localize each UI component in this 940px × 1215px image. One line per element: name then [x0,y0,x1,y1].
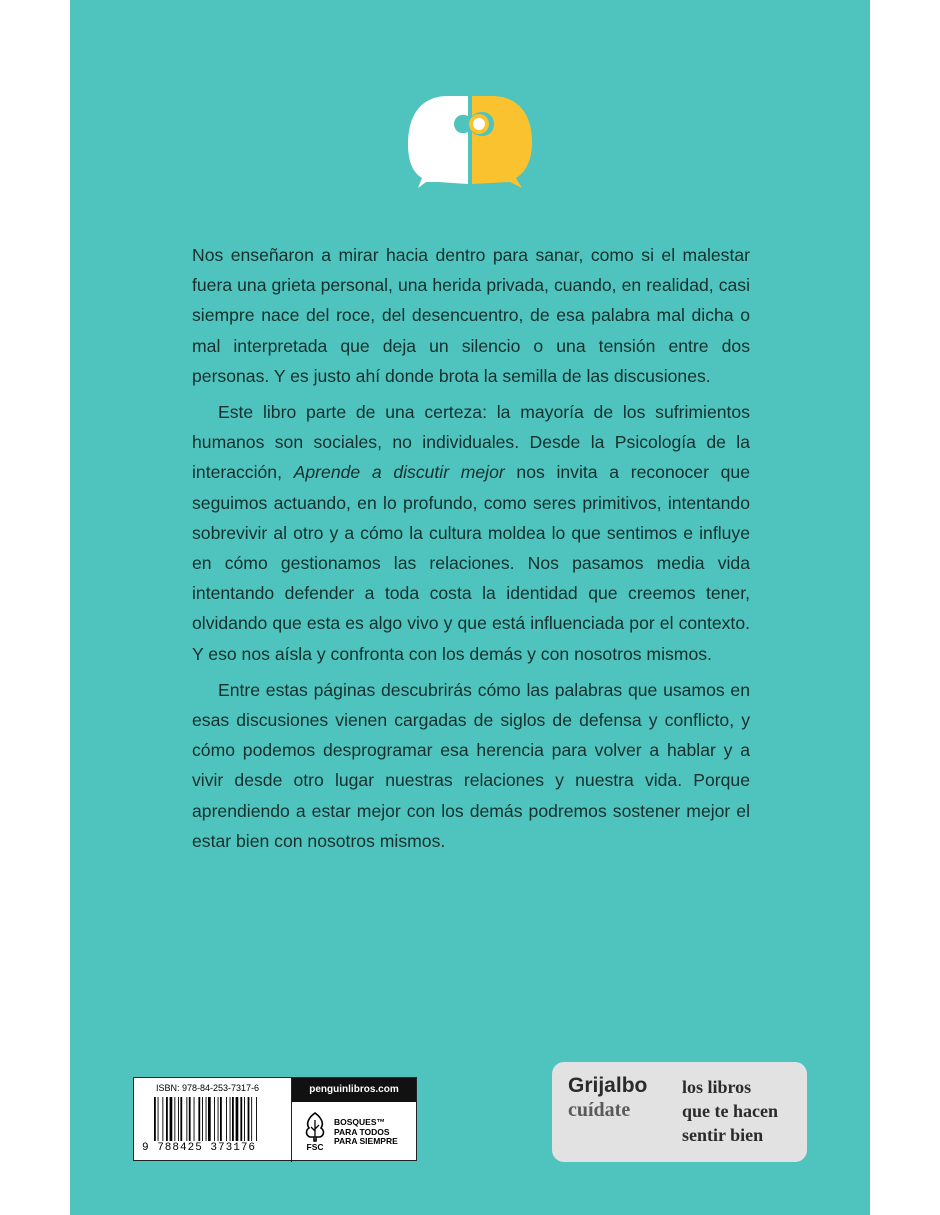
tagline-line-3: sentir bien [682,1125,764,1145]
book-title: Aprende a discutir mejor [293,462,505,483]
barcode-stripe [244,1097,245,1141]
barcode-panel [133,1077,417,1161]
isbn-digits: 9 788425 373176 [142,1142,257,1154]
fsc-tree-icon [300,1110,330,1152]
barcode-stripe [158,1097,159,1141]
barcode-stripe [189,1097,191,1141]
barcode-stripe [236,1097,239,1141]
back-cover [70,0,870,1215]
barcode-stripe [154,1097,156,1141]
barcode-stripe [186,1097,187,1141]
back-cover-blurb [192,240,750,856]
fsc-mark: FSC [306,1142,324,1152]
barcode-stripe [214,1097,215,1141]
publisher-brand-box [552,1062,807,1162]
barcode-stripe [256,1097,257,1141]
blurb-paragraph-2 [192,397,750,669]
puzzle-speech-bubbles-icon [408,94,532,188]
blurb-paragraph-3: Entre estas páginas descubrirás cómo las palabras que usamos en esas discusiones vienen cargadas de siglos de defensa y conflicto, y cómo podemos desprogramar esa herencia para volver a hablar y a vivir desde otro lugar nuestras relaciones y nuestra vida. Porque aprendiendo a estar mejor con los demás podremos sostener mejor el estar bien con nosotros mismos. [192,679,750,851]
barcode-stripe [208,1097,211,1141]
blurb-paragraph-2-start: Este libro parte de una certeza: la mayoría de los sufrimientos humanos son sociales, no individuales. Desde la Psicología de la interacción, [192,402,750,483]
barcode-stripe [232,1097,234,1141]
barcode-stripe [194,1097,195,1141]
barcode-stripe [174,1097,175,1141]
fsc-line-1: BOSQUES™ [334,1117,386,1127]
barcode-stripe [162,1097,163,1141]
barcode-stripe [226,1097,227,1141]
fsc-line-3: PARA SIEMPRE [334,1136,398,1146]
barcode-stripe [170,1097,173,1141]
barcode-stripe [251,1097,252,1141]
barcode-section [134,1078,292,1162]
blurb-paragraph-2-end: nos invita a reconocer que seguimos actuando, en lo profundo, como seres primitivos, intentando sobrevivir al otro y a cómo la cultura moldea lo que sentimos e influye en cómo gestionamos las relaciones. Nos pasamos media vida intentando defender a toda costa la identidad que creemos tener, olvidando que esta es algo vivo y que está influenciada por el contexto. Y eso nos aísla y confronta con los demás y con nosotros mismos. [192,462,750,664]
publisher-info [292,1078,416,1160]
barcode-stripe [220,1097,222,1141]
barcode-stripe [218,1097,219,1141]
tagline-line-1: los libros [682,1077,752,1097]
barcode-stripe [202,1097,203,1141]
blurb-paragraph-1: Nos enseñaron a mirar hacia dentro para sanar, como si el malestar fuera una grieta personal, una herida privada, cuando, en realidad, casi siempre nace del roce, del desencuentro, de esa palabra mal dicha o mal interpretada que deja un silencio o una tensión entre dos personas. Y es justo ahí donde brota la semilla de las discusiones. [192,245,750,386]
barcode-stripe [230,1097,231,1141]
publisher-website: penguinlibros.com [292,1078,416,1102]
barcode-stripe [166,1097,168,1141]
barcode-stripe [206,1097,207,1141]
isbn-label: ISBN: 978-84-253-7317-6 [156,1083,260,1093]
collection-name: cuídate [568,1099,631,1121]
collection-tagline [682,1075,778,1147]
barcode-icon [154,1097,284,1141]
publisher-name: Grijalbo [568,1074,648,1097]
barcode-stripe [198,1097,200,1141]
barcode-stripe [248,1097,250,1141]
barcode-stripe [178,1097,179,1141]
fsc-slogan [334,1118,398,1147]
barcode-stripe [240,1097,242,1141]
barcode-stripe [180,1097,182,1141]
tagline-line-2: que te hacen [682,1101,778,1121]
fsc-line-2: PARA TODOS [334,1126,390,1137]
